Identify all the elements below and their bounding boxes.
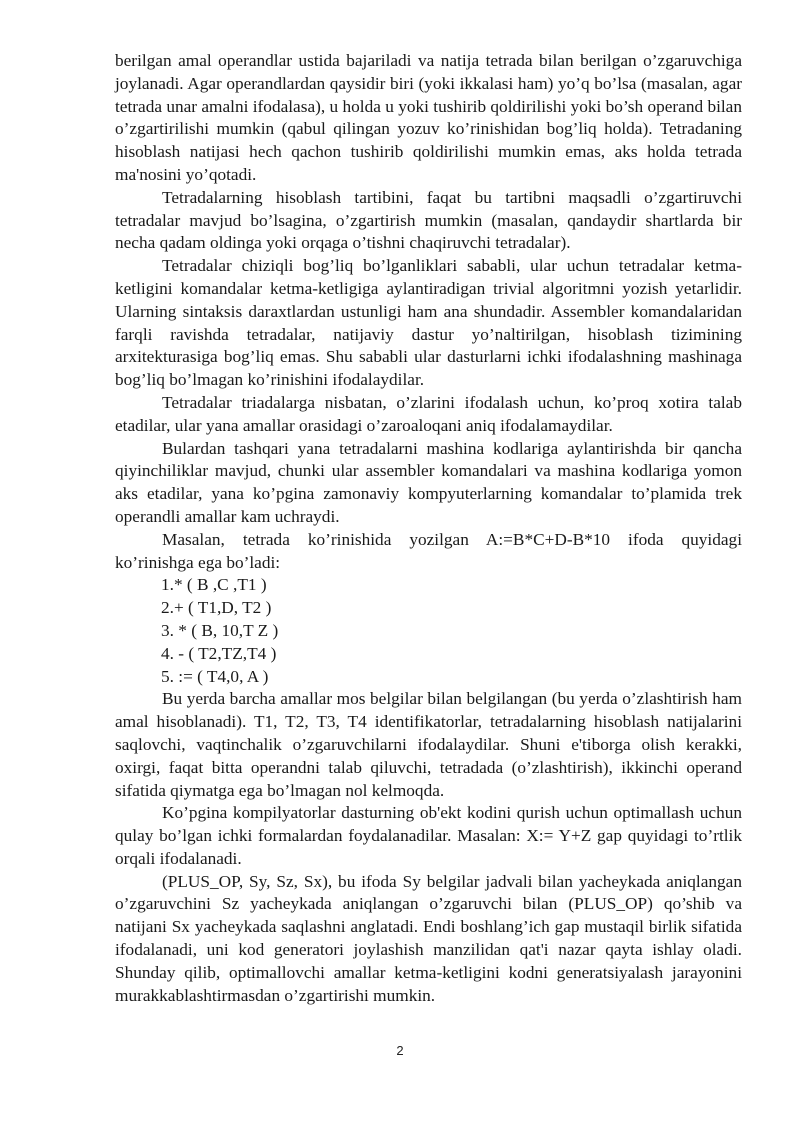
body-text-after [115,688,742,1007]
paragraph: Bu yerda barcha amallar mos belgilar bilan belgilangan (bu yerda o’zlashtirish ham amal hisoblanadi). T1, T2, T3, T4 identifikatorlar, tetradalarning hisoblash natijalarini saqlovchi, vaqtinchalik o’zgaruvchilarni ifodalaydilar. Shuni e'tiborga olish kerakki, oxirgi, faqat bitta operandni talab qiluvchi, tetradada (o’zlashtirish), ikkinchi operand sifatida qiymatga ega bo’lmagan nol kelmoqda. [115,689,742,800]
formula-line: 1.* ( B ,C ,T1 ) [161,575,267,595]
page-number: 2 [396,1043,404,1058]
formula-line: 3. * ( B, 10,T Z ) [161,620,279,640]
paragraph: Ko’pgina kompilyatorlar dasturning ob'ekt kodini qurish uchun optimallash uchun qulay bo’lgan ichki formalardan foydalanadilar. Masalan: X:= Y+Z gap quyidagi to’rtlik orqali ifodalanadi. [115,803,742,868]
paragraph: (PLUS_OP, Sy, Sz, Sx), bu ifoda Sy belgilar jadvali bilan yacheykada aniqlangan o’zgaruvchini Sz yacheykada aniqlangan o’zgaruvchi bilan (PLUS_OP) qo’shib va natijani Sx yacheykada saqlashni anglatadi. Endi boshlang’ich gap mustaqil birlik sifatida ifodalanadi, unі kod generatori joylashish manzilidan qat'i nazar qayta ishlay oladi. Shunday qilib, optimallovchi amallar ketma-ketligini kodni generatsiyalash jarayonini murakkablashtirmasdan o’zgartirishi mumkin. [115,871,742,1005]
formula-line: 4. - ( T2,TZ,T4 ) [161,643,277,663]
paragraph: Masalan, tetrada ko’rinishida yozilgan A:=B*C+D-B*10 ifoda quyidagi ko’rinishga ega bo’ladi: [115,529,742,572]
paragraph: berilgan amal operandlar ustida bajariladi va natija tetrada bilan berilgan o’zgaruvchiga joylanadi. Agar operandlardan qaysidir biri (yoki ikkalasi ham) yo’q bo’lsa (masalan, agar tetrada unar amalni ifodalasa), u holda u yoki tushirib qoldirilishi yoki bo’sh operand bilan o’zgartirilishi mumkin (qabul qilingan yozuv ko’rinishidan bog’liq holda). Tetradaning hisoblash natijasi hech qachon tushirib qoldirilishi mumkin emas, aks holda tetrada ma'nosini yo’qotadi. [115,51,742,184]
paragraph: Tetradalarning hisoblash tartibini, faqat bu tartibni maqsadli o’zgartiruvchi tetradalar mavjud bo’lsagina, o’zgartirish mumkin (masalan, qandaydir shartlarda bir necha qadam oldinga yoki orqaga o’tishni chaqiruvchi tetradalar). [115,187,742,253]
paragraph: Bulardan tashqari yana tetradalarni mashina kodlariga aylantirishda bir qancha qiyinchiliklar mavjud, chunki ular assembler komandalari va mashina kodlariga yomon aks etadilar, yana ko’pgina zamonaviy kompyuterlarning komandalar to’plamida trek operandli amallar kam uchraydi. [115,438,742,526]
paragraph: Tetradalar chiziqli bog’liq bo’lganliklari sababli, ular uchun tetradalar ketma-ketligini komandalar ketma-ketligiga aylantiradigan trivial algoritmni yozish yetarlidir. Ularning sintaksis daraxtlardan ustunligi ham ana shundadir. Assembler komandalaridan farqli ravishda tetradalar, natijaviy dastur yo’naltirilgan, hisoblash tizimining arxitekturasiga bog’liq emas. Shu sababli ular dasturlarni ichki ifodalashning mashinaga bog’liq bo’lmagan ko’rinishini ifodalaydilar. [115,256,742,390]
document-page [115,50,742,1007]
body-text-before [115,50,742,574]
tetrada-formula-list [115,574,742,688]
formula-line: 2.+ ( T1,D, T2 ) [161,598,272,618]
paragraph: Tetradalar triadalarga nisbatan, o’zlarini ifodalash uchun, ko’proq xotira talab etadilar, ular yana amallar orasidagi o’zaroaloqani aniq ifodalamaydilar. [115,392,742,435]
formula-line: 5. := ( T4,0, A ) [161,666,269,686]
